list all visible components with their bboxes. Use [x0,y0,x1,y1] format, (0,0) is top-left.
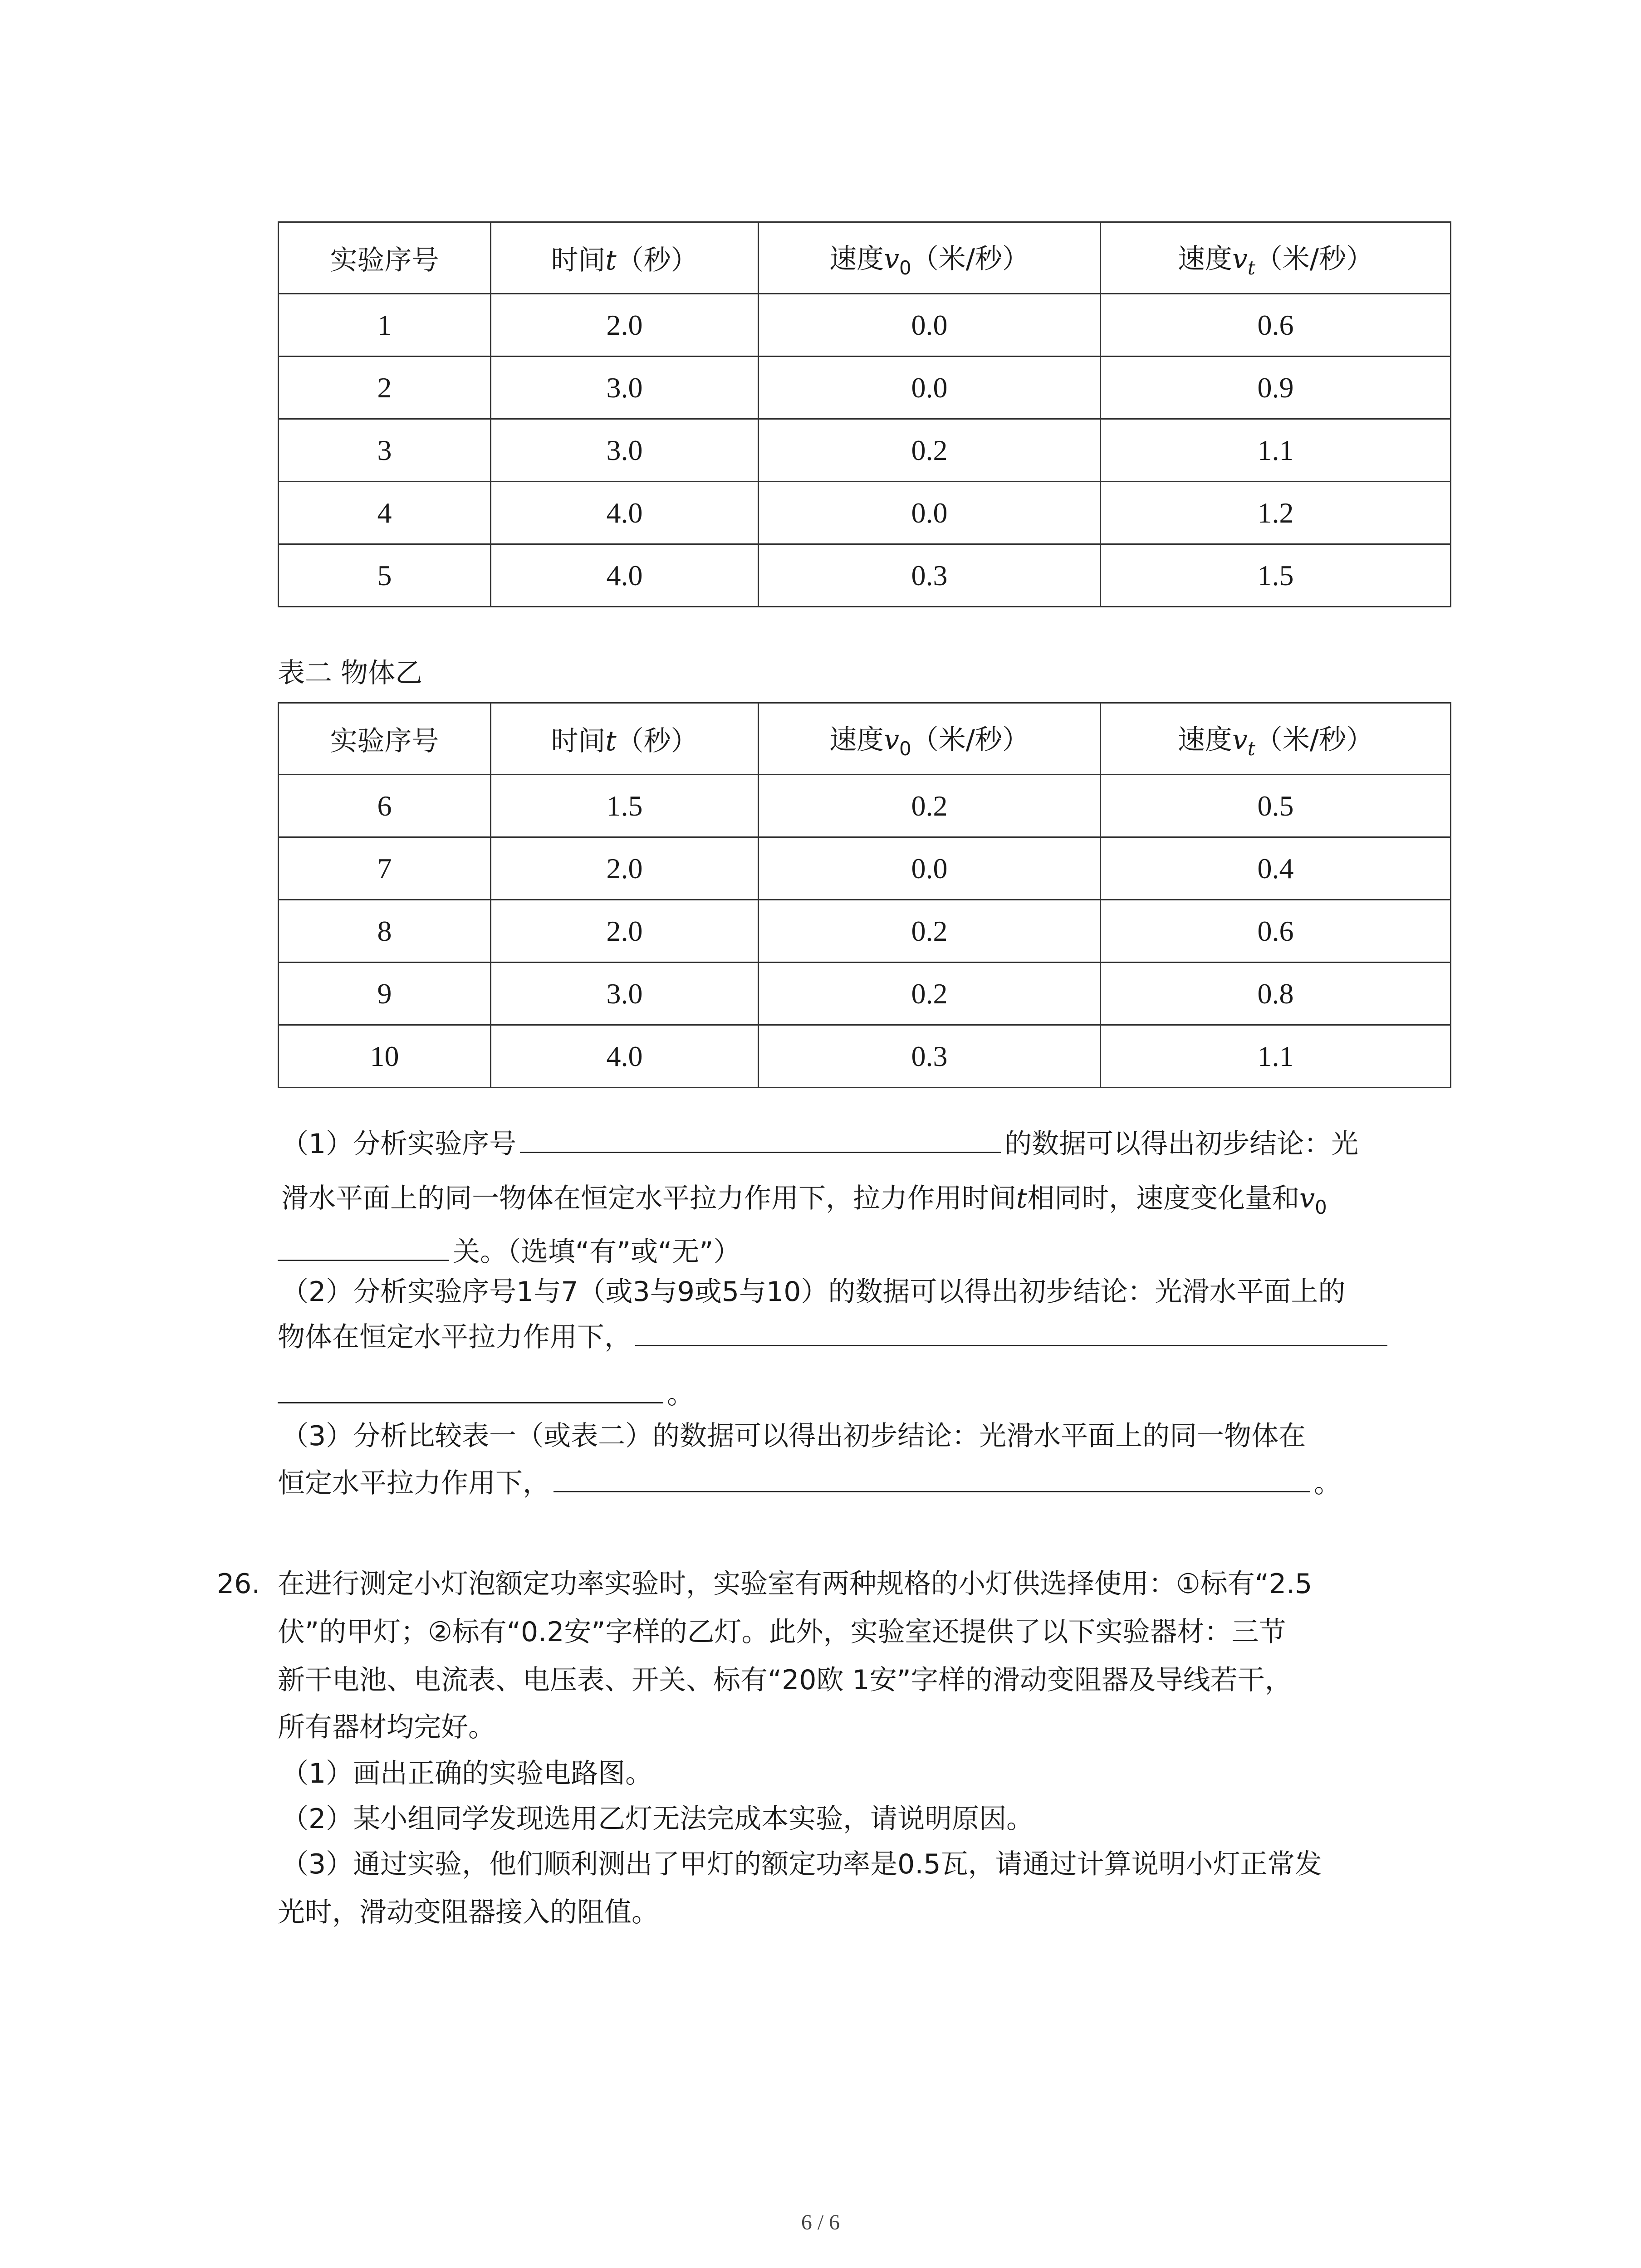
q26-line3: 新干电池、电流表、电压表、开关、标有“20欧 1安”字样的滑动变阻器及导线若干， [278,1664,1292,1696]
table-row [279,1025,1451,1088]
q25-part1-line2: 滑水平面上的同一物体在恒定水平拉力作用下，拉力作用时间t相同时，速度变化量和$v_0$ [281,1183,1327,1218]
table-object-b [278,702,1451,1088]
cell-initial-velocity: 0.3 [759,544,1101,607]
cell-final-velocity: 0.5 [1101,775,1451,837]
q26-number: 26. [217,1568,260,1600]
answer-blank[interactable] [635,1344,1387,1346]
cell-trial-number: 4 [279,482,491,544]
cell-trial-number: 5 [279,544,491,607]
cell-trial-number: 6 [279,775,491,837]
cell-final-velocity: 0.4 [1101,837,1451,900]
cell-initial-velocity: 0.3 [759,1025,1101,1088]
cell-trial-number: 2 [279,357,491,419]
table-row [279,482,1451,544]
header-initial-velocity: 速度$v_0$（米/秒） [759,703,1101,775]
q26-sub3-line2: 光时，滑动变阻器接入的阻值。 [278,1897,659,1928]
cell-final-velocity: 0.6 [1101,900,1451,963]
header-final-velocity: 速度$v_t$（米/秒） [1101,703,1451,775]
table-row [279,294,1451,357]
table-row [279,544,1451,607]
q25-part3-line2: 恒定水平拉力作用下， 。 [278,1467,1341,1499]
cell-trial-number: 10 [279,1025,491,1088]
table-row [279,963,1451,1025]
cell-initial-velocity: 0.0 [759,294,1101,357]
cell-trial-number: 1 [279,294,491,357]
cell-time: 1.5 [491,775,759,837]
cell-trial-number: 7 [279,837,491,900]
cell-final-velocity: 0.9 [1101,357,1451,419]
table-row [279,837,1451,900]
header-final-velocity: 速度$v_t$（米/秒） [1101,222,1451,294]
cell-time: 3.0 [491,357,759,419]
table-header-row [279,222,1451,294]
q25-part1-line1: （1）分析实验序号 的数据可以得出初步结论：光 [281,1128,1359,1160]
q26-sub2: （2）某小组同学发现选用乙灯无法完成本实验，请说明原因。 [281,1803,1034,1835]
cell-trial-number: 3 [279,419,491,482]
header-initial-velocity: 速度$v_0$（米/秒） [759,222,1101,294]
cell-final-velocity: 0.8 [1101,963,1451,1025]
table-object-a [278,221,1451,607]
header-trial-number: 实验序号 [279,703,491,775]
cell-time: 2.0 [491,900,759,963]
page-number: 6 / 6 [801,2210,840,2234]
table-caption: 表二 物体乙 [278,657,423,689]
cell-initial-velocity: 0.0 [759,357,1101,419]
answer-blank[interactable] [554,1491,1310,1492]
cell-initial-velocity: 0.2 [759,775,1101,837]
q25-part2-line2: 物体在恒定水平拉力作用下， [278,1324,1391,1351]
header-time: 时间t（秒） [491,703,759,775]
cell-initial-velocity: 0.0 [759,837,1101,900]
cell-time: 4.0 [491,482,759,544]
cell-trial-number: 9 [279,963,491,1025]
cell-time: 3.0 [491,419,759,482]
table-header-row [279,703,1451,775]
q26-sub3-line1: （3）通过实验，他们顺利测出了甲灯的额定功率是0.5瓦，请通过计算说明小灯正常发 [281,1848,1322,1880]
cell-initial-velocity: 0.2 [759,900,1101,963]
header-trial-number: 实验序号 [279,222,491,294]
cell-time: 3.0 [491,963,759,1025]
cell-time: 2.0 [491,294,759,357]
table-row [279,900,1451,963]
q25-part2-line1: （2）分析实验序号1与7（或3与9或5与10）的数据可以得出初步结论：光滑水平面上的 [281,1276,1346,1308]
q26-line4: 所有器材均完好。 [278,1711,495,1743]
answer-blank[interactable] [520,1151,1001,1153]
answer-blank[interactable] [278,1259,449,1261]
cell-initial-velocity: 0.2 [759,963,1101,1025]
q25-part1-line3: 关。（选填“有”或“无”） [278,1238,740,1266]
table-row [279,419,1451,482]
q26-line2: 伏”的甲灯；②标有“0.2安”字样的乙灯。此外，实验室还提供了以下实验器材：三节 [278,1616,1286,1648]
cell-final-velocity: 1.5 [1101,544,1451,607]
cell-time: 4.0 [491,544,759,607]
q25-part2-line3: 。 [278,1381,694,1408]
cell-final-velocity: 1.1 [1101,419,1451,482]
table-row [279,357,1451,419]
cell-initial-velocity: 0.2 [759,419,1101,482]
q26-sub1: （1）画出正确的实验电路图。 [281,1758,653,1789]
q25-part3-line1: （3）分析比较表一（或表二）的数据可以得出初步结论：光滑水平面上的同一物体在 [281,1420,1306,1452]
cell-final-velocity: 1.1 [1101,1025,1451,1088]
header-time: 时间t（秒） [491,222,759,294]
cell-initial-velocity: 0.0 [759,482,1101,544]
cell-final-velocity: 1.2 [1101,482,1451,544]
cell-final-velocity: 0.6 [1101,294,1451,357]
cell-time: 4.0 [491,1025,759,1088]
answer-blank[interactable] [278,1402,663,1403]
cell-trial-number: 8 [279,900,491,963]
q26-line1: 在进行测定小灯泡额定功率实验时，实验室有两种规格的小灯供选择使用：①标有“2.5 [278,1568,1313,1600]
cell-time: 2.0 [491,837,759,900]
table-row [279,775,1451,837]
